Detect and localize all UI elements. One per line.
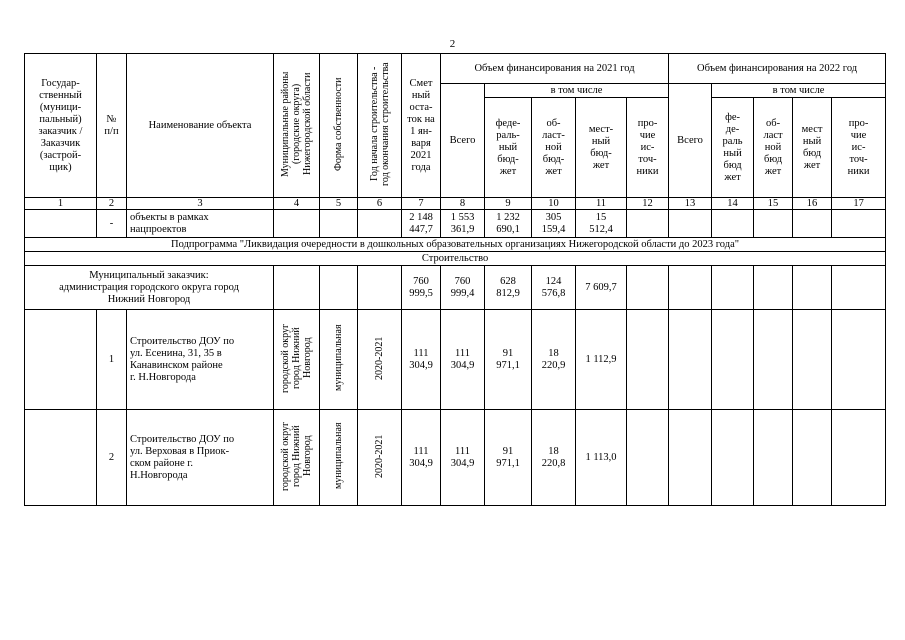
cell-local-2021: 7 609,7 — [576, 266, 627, 310]
header-federal-2021: феде- раль- ный бюд- жет — [485, 98, 532, 198]
column-numbers-row — [25, 198, 886, 210]
cell-district — [274, 410, 320, 506]
table-row-customer — [25, 266, 886, 310]
cell-total-2021: 111 304,9 — [441, 410, 485, 506]
table-row-object — [25, 410, 886, 506]
cell-regional-2021: 18 220,9 — [532, 310, 576, 410]
header-other-2022: про- чие ис- точ- ники — [832, 98, 886, 198]
col-number: 8 — [441, 198, 485, 210]
cell-empty — [793, 210, 832, 238]
col-number: 16 — [793, 198, 832, 210]
header-num: № п/п — [97, 54, 127, 198]
header-regional-2021: об- ласт- ной бюд- жет — [532, 98, 576, 198]
cell-federal-2021: 1 232 690,1 — [485, 210, 532, 238]
cell-estimate: 111 304,9 — [402, 410, 441, 506]
subprogram-title: Подпрограмма "Ликвидация очередности в дошкольных образовательных организациях Нижегородской области до 2023 года" — [25, 238, 886, 252]
cell-ownership-text: муниципальная — [333, 324, 344, 391]
cell-empty — [754, 210, 793, 238]
cell-empty — [832, 410, 886, 506]
page-number: 2 — [449, 38, 456, 50]
header-fin-2021: Объем финансирования на 2021 год — [441, 54, 669, 84]
cell-district-text: городской округ город Нижний Новгород — [280, 420, 313, 491]
cell-empty — [274, 210, 320, 238]
cell-empty — [669, 310, 712, 410]
cell-regional-2021: 18 220,8 — [532, 410, 576, 506]
cell-local-2021: 1 113,0 — [576, 410, 627, 506]
col-number: 14 — [712, 198, 754, 210]
cell-empty — [832, 266, 886, 310]
header-ownership — [320, 54, 358, 198]
col-number: 1 — [25, 198, 97, 210]
cell-ownership — [320, 310, 358, 410]
col-number: 15 — [754, 198, 793, 210]
cell-total-2021: 111 304,9 — [441, 310, 485, 410]
cell-empty — [669, 410, 712, 506]
cell-ownership — [320, 410, 358, 506]
cell-empty — [712, 266, 754, 310]
cell-empty — [832, 210, 886, 238]
cell-empty — [627, 310, 669, 410]
cell-empty — [712, 310, 754, 410]
cell-estimate: 111 304,9 — [402, 310, 441, 410]
col-number: 17 — [832, 198, 886, 210]
cell-empty — [25, 310, 97, 410]
cell-object-name: Строительство ДОУ по ул. Верховая в Приок- ском районе г. Н.Новгорода — [127, 410, 274, 506]
col-number: 6 — [358, 198, 402, 210]
cell-total-2021: 760 999,4 — [441, 266, 485, 310]
cell-empty — [832, 310, 886, 410]
cell-object-name: объекты в рамках нацпроектов — [127, 210, 274, 238]
cell-object-name: Строительство ДОУ по ул. Есенина, 31, 35 в Канавинском районе г. Н.Новгорода — [127, 310, 274, 410]
cell-total-2021: 1 553 361,9 — [441, 210, 485, 238]
cell-years — [358, 410, 402, 506]
cell-empty — [358, 210, 402, 238]
header-years — [358, 54, 402, 198]
cell-years-text: 2020-2021 — [374, 335, 385, 380]
col-number: 9 — [485, 198, 532, 210]
cell-federal-2021: 91 971,1 — [485, 310, 532, 410]
cell-empty — [25, 410, 97, 506]
cell-empty — [793, 310, 832, 410]
col-number: 4 — [274, 198, 320, 210]
cell-empty — [712, 410, 754, 506]
header-total-2022: Всего — [669, 84, 712, 198]
cell-empty — [754, 410, 793, 506]
header-fin-2022: Объем финансирования на 2022 год — [669, 54, 886, 84]
header-local-2022: мест ный бюд жет — [793, 98, 832, 198]
header-years-text: Год начала строительства - год окончания строительства — [368, 61, 391, 186]
cell-regional-2021: 305 159,4 — [532, 210, 576, 238]
header-other-2021: про- чие ис- точ- ники — [627, 98, 669, 198]
customer-name: Муниципальный заказчик: администрация городского округа город Нижний Новгород — [25, 266, 274, 310]
header-estimate: Смет ный оста- ток на 1 ян- варя 2021 года — [402, 54, 441, 198]
cell-num: 1 — [97, 310, 127, 410]
cell-years — [358, 310, 402, 410]
cell-empty — [320, 266, 358, 310]
cell-empty — [669, 210, 712, 238]
header-total-2021: Всего — [441, 84, 485, 198]
col-number: 7 — [402, 198, 441, 210]
cell-empty — [754, 310, 793, 410]
cell-empty — [793, 410, 832, 506]
header-district — [274, 54, 320, 198]
cell-empty — [25, 210, 97, 238]
table-row-national-projects — [25, 210, 886, 238]
col-number: 3 — [127, 198, 274, 210]
col-number: 12 — [627, 198, 669, 210]
header-regional-2022: об- ласт ной бюд жет — [754, 98, 793, 198]
cell-empty — [274, 266, 320, 310]
cell-local-2021: 15 512,4 — [576, 210, 627, 238]
cell-district-text: городской округ город Нижний Новгород — [280, 322, 313, 393]
section-title: Строительство — [25, 252, 886, 266]
cell-empty — [627, 410, 669, 506]
header-ownership-text: Форма собственности — [333, 76, 344, 171]
cell-empty — [793, 266, 832, 310]
financing-table — [24, 53, 886, 506]
cell-district — [274, 310, 320, 410]
cell-empty — [669, 266, 712, 310]
col-number: 13 — [669, 198, 712, 210]
cell-years-text: 2020-2021 — [374, 433, 385, 478]
cell-empty — [712, 210, 754, 238]
cell-federal-2021: 628 812,9 — [485, 266, 532, 310]
cell-empty — [320, 210, 358, 238]
col-number: 11 — [576, 198, 627, 210]
cell-empty — [627, 210, 669, 238]
cell-regional-2021: 124 576,8 — [532, 266, 576, 310]
cell-empty — [358, 266, 402, 310]
col-number: 10 — [532, 198, 576, 210]
cell-empty — [627, 266, 669, 310]
header-federal-2022: фе- де- раль ный бюд жет — [712, 98, 754, 198]
header-incl-2022: в том числе — [712, 84, 886, 98]
cell-ownership-text: муниципальная — [333, 422, 344, 489]
table-row-object — [25, 310, 886, 410]
header-customer: Государ- ственный (муници- пальный) заказчик / Заказчик (застрой- щик) — [25, 54, 97, 198]
header-incl-2021: в том числе — [485, 84, 669, 98]
header-local-2021: мест- ный бюд- жет — [576, 98, 627, 198]
cell-num: - — [97, 210, 127, 238]
cell-estimate: 760 999,5 — [402, 266, 441, 310]
cell-num: 2 — [97, 410, 127, 506]
cell-federal-2021: 91 971,1 — [485, 410, 532, 506]
header-object-name: Наименование объекта — [127, 54, 274, 198]
col-number: 5 — [320, 198, 358, 210]
cell-empty — [754, 266, 793, 310]
col-number: 2 — [97, 198, 127, 210]
cell-local-2021: 1 112,9 — [576, 310, 627, 410]
cell-estimate: 2 148 447,7 — [402, 210, 441, 238]
header-district-text: Муниципальные районы (городские округа) Нижегородской области — [280, 70, 313, 177]
